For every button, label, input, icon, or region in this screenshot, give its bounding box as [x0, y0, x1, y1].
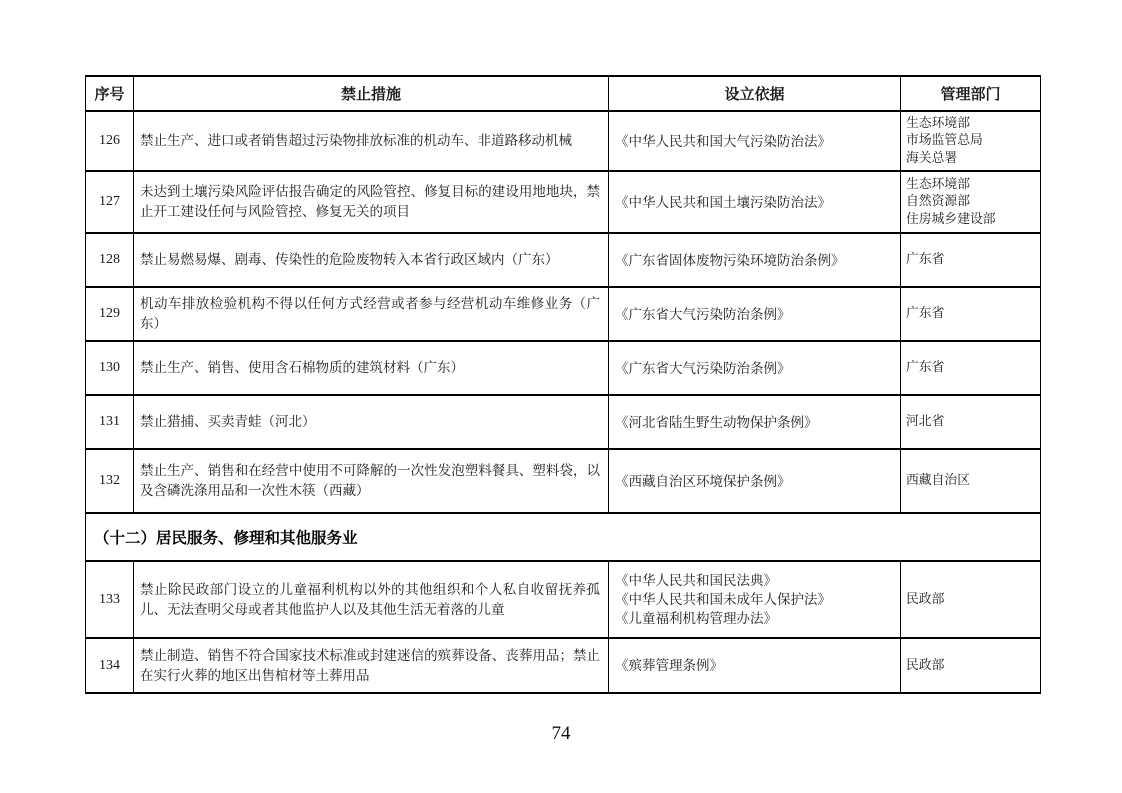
prohibition-table [85, 75, 1041, 694]
basis-line: 《中华人民共和国未成年人保护法》 [615, 592, 831, 607]
basis-line: 《中华人民共和国大气污染防治法》 [615, 133, 831, 149]
section-header-row [86, 513, 1041, 561]
cell-measure: 禁止除民政部门设立的儿童福利机构以外的其他组织和个人私自收留抚养孤儿、无法查明父母或者其他监护人以及其他生活无着落的儿童 [134, 561, 609, 638]
department-line: 广东省 [906, 252, 945, 267]
header-serial: 序号 [86, 76, 134, 111]
cell-departments [901, 287, 1041, 341]
header-measure: 禁止措施 [134, 76, 609, 111]
cell-measure: 禁止猎捕、买卖青蛙（河北） [134, 395, 609, 449]
department-line: 生态环境部 [906, 115, 970, 130]
cell-basis [609, 638, 901, 693]
cell-measure: 机动车排放检验机构不得以任何方式经营或者参与经营机动车维修业务（广东） [134, 287, 609, 341]
department-line: 河北省 [906, 414, 945, 429]
cell-serial: 129 [86, 287, 134, 341]
header-department: 管理部门 [901, 76, 1041, 111]
table-row [86, 395, 1041, 449]
cell-measure: 禁止生产、销售和在经营中使用不可降解的一次性发泡塑料餐具、塑料袋，以及含磷洗涤用品和一次性木筷（西藏） [134, 449, 609, 513]
department-line: 海关总署 [906, 150, 958, 165]
table-row [86, 341, 1041, 395]
basis-line: 《广东省大气污染防治条例》 [615, 360, 791, 376]
cell-basis [609, 561, 901, 638]
cell-serial: 127 [86, 171, 134, 233]
table-row [86, 233, 1041, 287]
cell-basis [609, 449, 901, 513]
cell-measure: 禁止制造、销售不符合国家技术标准或封建迷信的殡葬设备、丧葬用品；禁止在实行火葬的地区出售棺材等土葬用品 [134, 638, 609, 693]
cell-basis [609, 111, 901, 171]
department-line: 市场监管总局 [906, 133, 983, 148]
cell-basis [609, 395, 901, 449]
department-line: 西藏自治区 [906, 473, 970, 488]
basis-line: 《西藏自治区环境保护条例》 [615, 473, 791, 489]
table-row [86, 638, 1041, 693]
cell-serial: 131 [86, 395, 134, 449]
department-line: 广东省 [906, 306, 945, 321]
basis-line: 《中华人民共和国土壤污染防治法》 [615, 194, 831, 210]
table-row [86, 171, 1041, 233]
table-header-row [86, 76, 1041, 111]
department-line: 民政部 [906, 657, 945, 672]
cell-serial: 134 [86, 638, 134, 693]
department-line: 住房城乡建设部 [906, 211, 996, 226]
cell-departments [901, 111, 1041, 171]
basis-line: 《儿童福利机构管理办法》 [615, 611, 777, 626]
cell-departments [901, 638, 1041, 693]
cell-basis [609, 287, 901, 341]
cell-departments [901, 449, 1041, 513]
cell-departments [901, 233, 1041, 287]
cell-basis [609, 233, 901, 287]
department-line: 自然资源部 [906, 194, 970, 209]
department-line: 民政部 [906, 591, 945, 606]
section-header: （十二）居民服务、修理和其他服务业 [86, 513, 1041, 561]
basis-line: 《殡葬管理条例》 [615, 658, 723, 673]
page-number: 74 [551, 723, 571, 744]
table-row [86, 287, 1041, 341]
table-row [86, 561, 1041, 638]
cell-departments [901, 341, 1041, 395]
table-row [86, 111, 1041, 171]
table-row [86, 449, 1041, 513]
cell-basis [609, 341, 901, 395]
cell-basis [609, 171, 901, 233]
cell-serial: 132 [86, 449, 134, 513]
cell-measure: 禁止生产、销售、使用含石棉物质的建筑材料（广东） [134, 341, 609, 395]
header-basis: 设立依据 [609, 76, 901, 111]
basis-line: 《河北省陆生野生动物保护条例》 [615, 414, 818, 430]
cell-measure: 禁止易燃易爆、剧毒、传染性的危险废物转入本省行政区域内（广东） [134, 233, 609, 287]
basis-line: 《广东省固体废物污染环境防治条例》 [615, 252, 845, 268]
cell-serial: 128 [86, 233, 134, 287]
cell-departments [901, 395, 1041, 449]
basis-line: 《中华人民共和国民法典》 [615, 573, 777, 588]
department-line: 广东省 [906, 360, 945, 375]
cell-measure: 禁止生产、进口或者销售超过污染物排放标准的机动车、非道路移动机械 [134, 111, 609, 171]
cell-serial: 133 [86, 561, 134, 638]
cell-departments [901, 171, 1041, 233]
cell-measure: 未达到土壤污染风险评估报告确定的风险管控、修复目标的建设用地地块，禁止开工建设任何与风险管控、修复无关的项目 [134, 171, 609, 233]
cell-serial: 130 [86, 341, 134, 395]
cell-serial: 126 [86, 111, 134, 171]
basis-line: 《广东省大气污染防治条例》 [615, 306, 791, 322]
cell-departments [901, 561, 1041, 638]
department-line: 生态环境部 [906, 176, 970, 191]
